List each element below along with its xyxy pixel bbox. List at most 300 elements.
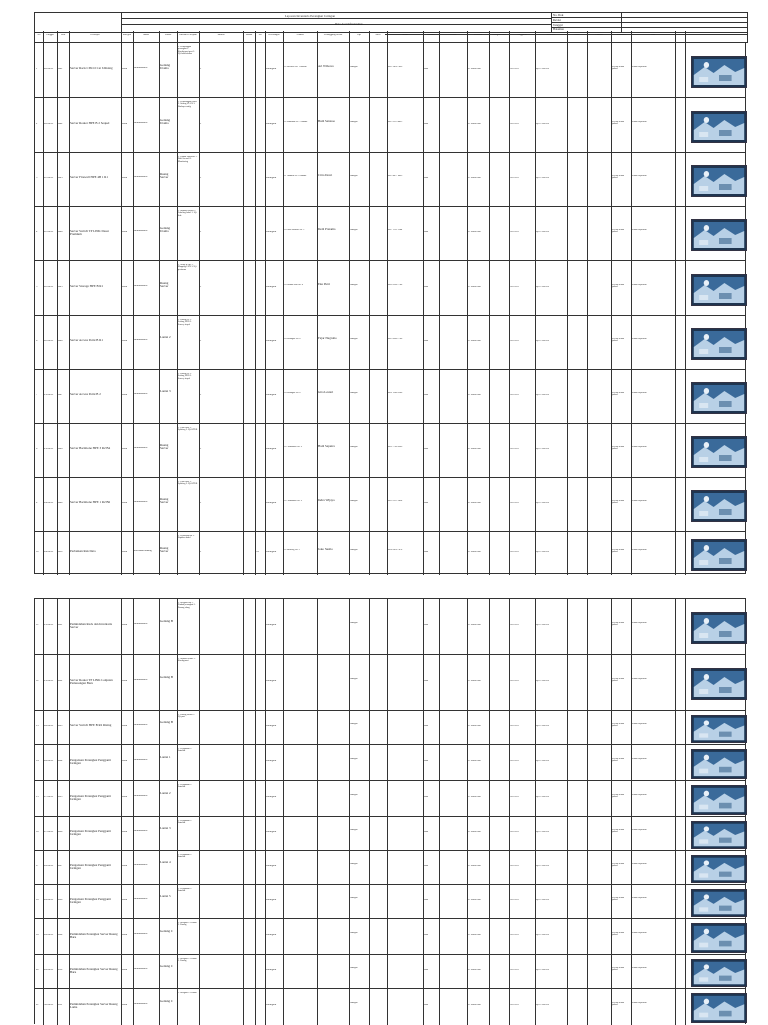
row-photo-thumbnail[interactable] [691, 274, 747, 306]
row-code: INV-2023 [510, 502, 519, 504]
row-type: Jaringan [350, 338, 358, 340]
row-code: INV-2023 [510, 760, 519, 762]
table-row [35, 745, 745, 781]
row-vendor: PT Mitra Data [468, 934, 481, 936]
column-header: Penanggung Jawab [323, 34, 343, 36]
row-handled: Ditangani [266, 394, 277, 396]
row-photo-thumbnail[interactable] [691, 715, 747, 743]
row-number: 11 [36, 624, 39, 626]
row-handled: Ditangani [266, 67, 277, 70]
row-category: Baru [122, 1004, 128, 1006]
row-handled: Ditangani [266, 231, 277, 233]
row-pic: Budi Santoso [318, 119, 336, 123]
row-status: Maintenance [134, 176, 148, 178]
row-status: Maintenance [134, 724, 148, 726]
row-category: Baru [122, 725, 128, 727]
row-handled: Ditangani [266, 1004, 277, 1006]
row-vendor: PT Mitra Data [468, 231, 481, 233]
row-unit: B09 [58, 934, 63, 936]
row-date: 23/04/23 [44, 448, 54, 450]
meta-label: Tanggal [553, 22, 563, 27]
row-unit: B06 [58, 831, 63, 833]
row-serial: 0813 2233 4455 [388, 120, 403, 123]
row-photo-thumbnail[interactable] [691, 749, 747, 779]
row-unit: B08 [58, 899, 63, 901]
row-condition: Baik [424, 231, 429, 233]
column-header: Verifikasi [616, 34, 626, 36]
row-description: Server Storage HPE B R1 [70, 284, 104, 288]
row-quantity: 1 [200, 285, 202, 288]
row-handled: Ditangani [266, 285, 277, 288]
row-description: Server Switch TP LINK Dasar Premium [70, 230, 109, 237]
row-address: Jl. Rasuna Said No. 4 [284, 283, 303, 286]
row-location: Gedung Utama [160, 118, 171, 125]
row-date: 20/04/23 [44, 122, 54, 125]
row-photo-thumbnail[interactable] [691, 56, 747, 88]
row-unit: A02 [58, 122, 63, 125]
row-condition: Baik [424, 1004, 429, 1006]
row-detail: 1. Pasang switch 2. Uji port [178, 714, 195, 719]
row-code: INV-2023 [510, 122, 519, 125]
row-vendor: PT Mitra Data [468, 865, 481, 867]
row-unit: A04 [58, 231, 63, 233]
row-description: Server Router TP LINK Lanjutan Pemasangan Baru [70, 679, 113, 686]
row-vendor: PT Mitra Data [468, 502, 481, 504]
row-vendor: PT Mitra Data [468, 725, 481, 727]
row-photo-thumbnail[interactable] [691, 328, 747, 360]
table-row [35, 424, 745, 478]
row-value: Rp 12.500.000 [536, 340, 549, 342]
row-verification: Sudah Diperiksa [632, 678, 647, 680]
row-vendor: PT Mitra Data [468, 67, 481, 70]
row-serial: 0818 5566 7788 [388, 283, 403, 286]
row-detail: 1. Perbaikan rak 2. Rapikan kabel [178, 535, 195, 540]
row-detail: 1. Pasang AP 2. Setting SSID 3. Survey sinyal [178, 373, 192, 380]
row-note: Selesai sesuai jadwal [612, 897, 625, 902]
row-date: 24/04/23 [44, 550, 54, 553]
row-condition: Baik [424, 899, 429, 901]
row-unit: A05 [58, 285, 63, 288]
row-type: Jaringan [350, 120, 358, 123]
row-date: 21/04/23 [44, 177, 54, 179]
row-location: Gedung B [160, 721, 174, 724]
row-quantity: 1 [200, 122, 202, 125]
row-category: Baru [122, 680, 128, 682]
row-unit: A08 [58, 448, 63, 450]
row-value: Rp 12.500.000 [536, 502, 549, 504]
row-photo-thumbnail[interactable] [691, 612, 747, 644]
row-date: 23/04/23 [44, 394, 54, 396]
row-date: 20/04/23 [44, 67, 54, 70]
row-note: Selesai sesuai jadwal [612, 863, 625, 868]
row-photo-thumbnail[interactable] [691, 821, 747, 849]
row-location: Gedung Utama [160, 63, 171, 70]
row-value: Rp 12.500.000 [536, 796, 549, 798]
row-description: Server Router HPE B 2 Sequel [70, 121, 110, 125]
row-code: INV-2023 [510, 725, 519, 727]
row-handled: Ditangani [266, 550, 277, 553]
row-detail: 1. Pengadaan 2. Instalasi [178, 820, 192, 825]
row-date: 29/04/23 [44, 934, 54, 936]
table-row [35, 711, 745, 745]
row-description: Server Switch HPE B R2 Rising [70, 724, 112, 727]
row-unit: B01 [58, 624, 63, 626]
row-photo-thumbnail[interactable] [691, 923, 747, 953]
row-address: Jl. Merdeka No. 1 Jakarta [284, 65, 307, 68]
row-value: Rp 12.500.000 [536, 1004, 549, 1006]
row-serial: 0823 1212 3434 [388, 500, 403, 502]
row-type: Jaringan [350, 863, 358, 865]
row-address: Jl. Thamrin No. 8 Jakarta [284, 175, 307, 177]
table-row [35, 599, 745, 655]
row-value: Rp 12.500.000 [536, 680, 549, 682]
row-detail: 1. Pengadaan 2. Instalasi [178, 748, 192, 753]
row-number: 10 [36, 550, 39, 553]
row-description: Pengadaan Perangkat Pengganti Jaringan [70, 795, 111, 802]
row-detail: 1. Instalasi switch 2. Labeling kabel 3. Uji link [178, 210, 197, 217]
row-vendor: PT Mitra Data [468, 899, 481, 901]
table-row [35, 316, 745, 370]
row-status: Perbaikan Ruang [134, 549, 152, 552]
row-category: Baru [122, 502, 128, 504]
row-description: Pemindahan Perangkat Server Ruang Lama [70, 1003, 118, 1010]
row-verification: Sudah Diperiksa [632, 758, 647, 760]
row-serial: 0817 1122 3344 [388, 229, 403, 231]
row-detail: 1. Pemasangan perangkat 2. Konfigurasi port 3. Uji konektivitas [178, 46, 195, 56]
row-date: 30/04/23 [44, 1004, 54, 1006]
row-pic: Joko Susilo [318, 547, 333, 551]
row-value: Rp 12.500.000 [536, 231, 549, 233]
row-code: INV-2023 [510, 899, 519, 901]
row-value: Rp 12.500.000 [536, 448, 549, 450]
row-note: Selesai sesuai jadwal [612, 723, 625, 728]
row-description: Pengadaan Perangkat Pengganti Jaringan [70, 830, 111, 837]
row-status: Maintenance [134, 1003, 148, 1005]
row-category: Baru [122, 394, 128, 396]
row-type: Jaringan [350, 283, 358, 286]
row-verification: Sudah Diperiksa [632, 863, 647, 865]
row-type: Jaringan [350, 967, 358, 969]
row-date: 21/04/23 [44, 231, 54, 233]
column-header: Keterangan [268, 34, 280, 36]
row-photo-thumbnail[interactable] [691, 490, 747, 522]
column-header: Rincian Pekerjaan [179, 34, 197, 36]
row-type: Jaringan [350, 897, 358, 899]
row-unit: A01 [58, 67, 63, 70]
row-photo-thumbnail[interactable] [691, 219, 747, 251]
row-quantity: 1 [200, 394, 202, 396]
row-category: Baru [122, 550, 128, 553]
row-value: Rp 12.500.000 [536, 969, 549, 971]
column-header: Kategori Aset [492, 34, 506, 36]
row-pic: Indra Wijaya [318, 499, 335, 502]
table-row [35, 781, 745, 817]
row-number: 3 [36, 177, 38, 179]
row-location: Gedung B [160, 676, 174, 679]
column-header: Merk [375, 34, 381, 36]
row-verification: Sudah Diperiksa [632, 622, 647, 624]
row-category: Baru [122, 899, 128, 901]
row-photo-thumbnail[interactable] [691, 111, 747, 143]
row-address: Jl. Kuningan No. 6 [284, 338, 301, 340]
column-header: Foto [650, 34, 656, 36]
row-pic: Ari Wibowo [318, 64, 334, 68]
row-category: Baru [122, 122, 128, 125]
row-unit: A07 [58, 394, 63, 396]
row-vendor: PT Mitra Data [468, 760, 481, 762]
row-verification: Sudah Diperiksa [632, 1002, 647, 1004]
row-code: INV-2023 [510, 340, 519, 342]
row-description: Server Firewall HPE 4B 1 R1 [70, 176, 108, 179]
table-row [35, 478, 745, 532]
row-description: Pengadaan Perangkat Pengganti Jaringan [70, 759, 111, 766]
row-verification: Sudah Diperiksa [632, 65, 647, 68]
row-photo-thumbnail[interactable] [691, 436, 747, 468]
row-status: Maintenance [134, 933, 148, 935]
row-location: Lantai 1 [160, 756, 171, 759]
column-header: Tanggal [46, 34, 54, 36]
row-photo-thumbnail[interactable] [691, 382, 747, 414]
row-location: Lantai 2 [160, 336, 171, 339]
row-value: Rp 12.500.000 [536, 394, 549, 396]
row-type: Jaringan [350, 1002, 358, 1004]
row-address: Jl. Kuningan No. 6 [284, 392, 301, 394]
row-status: Maintenance [134, 121, 148, 124]
row-description: Pemindahan Perangkat Server Ruang Baru [70, 933, 118, 940]
row-handled: Ditangani [266, 680, 277, 682]
column-header: Tipe [356, 34, 362, 36]
row-photo-thumbnail[interactable] [691, 668, 747, 700]
row-detail: 1. Pengadaan 2. Instalasi [178, 784, 192, 789]
column-header: Kontrak [474, 34, 482, 36]
meta-label: No. Dok [553, 13, 564, 17]
row-condition: Baik [424, 969, 429, 971]
row-unit: B02 [58, 680, 63, 682]
row-description: Server Rack CISCO Cat 6 Rising [70, 66, 113, 70]
row-verification: Sudah Diperiksa [632, 283, 647, 286]
row-photo-thumbnail[interactable] [691, 165, 747, 197]
row-note: Selesai sesuai jadwal [612, 794, 625, 799]
row-status: Maintenance [134, 830, 148, 832]
row-pic: Hadi Saputra [318, 445, 335, 448]
row-type: Jaringan [350, 446, 358, 448]
row-quantity: 1 [200, 340, 202, 342]
row-note: Selesai sesuai jadwal [612, 175, 625, 180]
column-header: Vol [258, 34, 262, 36]
row-vendor: PT Mitra Data [468, 122, 481, 125]
row-status: Maintenance [134, 339, 148, 341]
row-condition: Baik [424, 285, 429, 288]
row-detail: 1. Pemasangan router 2. Setting VLAN 3. Backup config [178, 101, 197, 108]
table-row [35, 532, 745, 575]
row-type: Jaringan [350, 392, 358, 394]
row-detail: 1. Bongkar 2. Pindah 3. Pasang [178, 958, 197, 963]
row-condition: Baik [424, 177, 429, 179]
row-verification: Sudah Diperiksa [632, 967, 647, 969]
row-location: Ruang Server [160, 173, 169, 180]
row-value: Rp 12.500.000 [536, 831, 549, 833]
row-verification: Sudah Diperiksa [632, 500, 647, 502]
document-meta [551, 13, 747, 32]
row-detail: 1. Instalasi router 2. Konfigurasi [178, 658, 196, 663]
row-quantity: 1 [200, 231, 202, 233]
row-note: Selesai sesuai jadwal [612, 548, 625, 553]
row-status: Maintenance [134, 795, 148, 797]
column-header: Unit [60, 34, 66, 36]
row-code: INV-2023 [510, 448, 519, 450]
row-unit: B05 [58, 796, 63, 798]
row-verification: Sudah Diperiksa [632, 392, 647, 394]
row-handled: Ditangani [266, 122, 277, 125]
meta-label: Halaman [553, 27, 564, 31]
table-row [35, 261, 745, 316]
row-pic: Eka Putri [318, 282, 330, 286]
row-location: Gedung C [160, 965, 174, 968]
row-status: Maintenance [134, 864, 148, 866]
row-value: Rp 12.500.000 [536, 624, 549, 626]
row-code: INV-2023 [510, 624, 519, 626]
row-number: 13 [36, 725, 39, 727]
column-header: Jumlah [217, 34, 225, 36]
row-category: Baru [122, 624, 128, 626]
row-code: INV-2023 [510, 865, 519, 867]
table-block-2 [34, 598, 746, 1024]
row-note: Selesai sesuai jadwal [612, 229, 625, 234]
row-status: Maintenance [134, 230, 148, 232]
row-date: 25/04/23 [44, 624, 54, 626]
row-date: 26/04/23 [44, 760, 54, 762]
row-photo-thumbnail[interactable] [691, 959, 747, 987]
row-date: 28/04/23 [44, 865, 54, 867]
row-vendor: PT Mitra Data [468, 177, 481, 179]
row-category: Baru [122, 340, 128, 342]
row-photo-thumbnail[interactable] [691, 855, 747, 883]
row-location: Lantai 2 [160, 792, 171, 795]
document-title: Laporan Inventaris Perangkat Jaringan [285, 14, 336, 18]
column-header: Realisasi [546, 34, 556, 36]
row-condition: Baik [424, 394, 429, 396]
row-location: Gedung B [160, 620, 174, 623]
row-note: Selesai sesuai jadwal [612, 829, 625, 834]
row-handled: Ditangani [266, 725, 277, 727]
row-serial: 0819 9988 7766 [388, 338, 403, 340]
row-note: Selesai sesuai jadwal [612, 622, 625, 627]
row-serial: 0812 3456 7890 [388, 65, 403, 68]
row-status: Maintenance [134, 447, 148, 449]
row-detail: 1. Tarik fiber 2. Splicing 3. Uji OTDR [178, 481, 198, 486]
row-code: INV-2023 [510, 285, 519, 288]
row-unit: B03 [58, 725, 63, 727]
row-vendor: PT Mitra Data [468, 831, 481, 833]
row-location: Gedung C [160, 1000, 174, 1003]
row-photo-thumbnail[interactable] [691, 539, 747, 571]
row-status: Maintenance [134, 66, 148, 69]
column-header: Status [143, 34, 149, 36]
row-photo-thumbnail[interactable] [691, 993, 747, 1023]
column-header: Anggaran [517, 34, 527, 36]
table-row [35, 43, 745, 98]
row-unit: A09 [58, 502, 63, 504]
column-header: Satuan [245, 34, 253, 36]
row-description: Pemindahan Rack dan Inventaris Server [70, 623, 113, 630]
row-unit: A06 [58, 340, 63, 342]
table-row [35, 370, 745, 424]
row-date: 27/04/23 [44, 831, 54, 833]
row-detail: 1. Bongkar 2. Pindah 3. Pasang [178, 922, 197, 927]
row-number: 20 [36, 969, 39, 971]
row-status: Maintenance [134, 393, 148, 395]
row-handled: Ditangani [266, 899, 277, 901]
row-condition: Baik [424, 865, 429, 867]
row-photo-thumbnail[interactable] [691, 785, 747, 815]
row-condition: Baik [424, 934, 429, 936]
row-note: Selesai sesuai jadwal [612, 283, 625, 288]
row-type: Jaringan [350, 548, 358, 551]
row-value: Rp 12.500.000 [536, 725, 549, 727]
row-status: Maintenance [134, 759, 148, 761]
row-value: Rp 12.500.000 [536, 899, 549, 901]
row-quantity: 1 [200, 448, 202, 450]
row-note: Selesai sesuai jadwal [612, 758, 625, 763]
row-type: Jaringan [350, 678, 358, 680]
row-date: 28/04/23 [44, 899, 54, 901]
table-row [35, 98, 745, 153]
row-type: Jaringan [350, 229, 358, 231]
row-volume: Ya [256, 550, 259, 553]
row-description: Perbaikan Rak Data [70, 549, 96, 553]
row-location: Lantai 3 [160, 390, 171, 393]
row-category: Baru [122, 448, 128, 450]
row-location: Lantai 5 [160, 895, 171, 898]
row-note: Selesai sesuai jadwal [612, 338, 625, 343]
table-row [35, 207, 745, 261]
row-type: Jaringan [350, 175, 358, 177]
row-note: Selesai sesuai jadwal [612, 500, 625, 505]
row-serial: 0822 7788 9900 [388, 446, 403, 448]
row-quantity: 1 [200, 177, 202, 179]
row-value: Rp 12.500.000 [536, 550, 549, 553]
row-detail: 1. Bongkar rak 2. Pindah perangkat 3. Pasang ulang [178, 602, 196, 609]
row-type: Jaringan [350, 794, 358, 796]
row-category: Baru [122, 285, 128, 288]
row-verification: Sudah Diperiksa [632, 829, 647, 831]
column-header: Catatan [595, 34, 603, 36]
row-note: Selesai sesuai jadwal [612, 967, 625, 972]
row-quantity: 1 [200, 502, 202, 504]
row-status: Maintenance [134, 501, 148, 503]
row-photo-thumbnail[interactable] [691, 889, 747, 917]
row-value: Rp 12.500.000 [536, 67, 549, 70]
row-location: Lantai 4 [160, 861, 171, 864]
row-serial: 0815 6677 8899 [388, 175, 403, 177]
row-category: Baru [122, 760, 128, 762]
row-condition: Baik [424, 67, 429, 70]
row-category: Baru [122, 231, 128, 233]
row-unit: B04 [58, 760, 63, 762]
row-note: Selesai sesuai jadwal [612, 1002, 625, 1007]
row-status: Maintenance [134, 898, 148, 900]
row-code: INV-2023 [510, 680, 519, 682]
row-condition: Baik [424, 340, 429, 342]
row-unit: A10 [58, 550, 63, 553]
row-type: Jaringan [350, 932, 358, 934]
row-number: 1 [36, 67, 38, 70]
row-location: Gedung Utama [160, 227, 171, 234]
table-block-1 [34, 42, 746, 574]
row-handled: Ditangani [266, 448, 277, 450]
row-condition: Baik [424, 796, 429, 798]
row-handled: Ditangani [266, 760, 277, 762]
